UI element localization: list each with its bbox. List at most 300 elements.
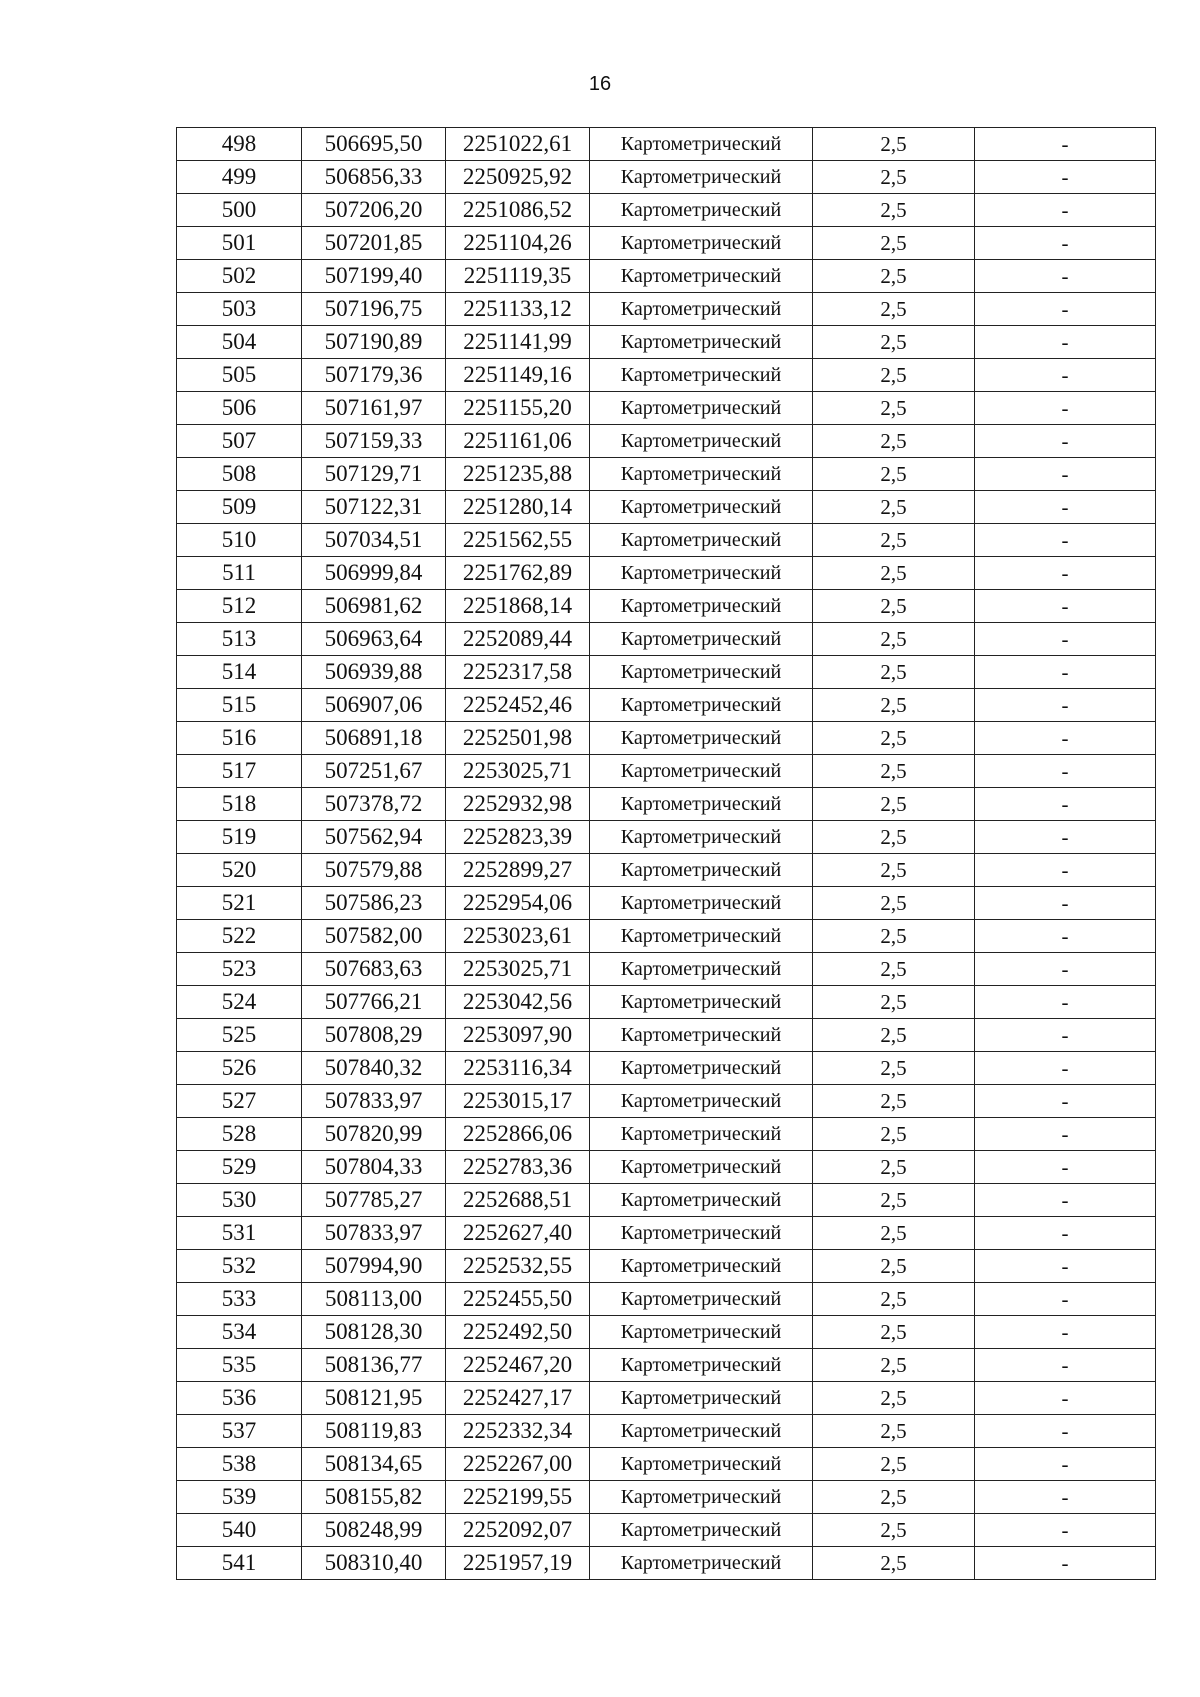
y-coordinate-cell: 2252932,98 — [446, 788, 590, 821]
method-cell: Картометрический — [590, 1316, 813, 1349]
description-cell: - — [975, 1118, 1156, 1151]
x-coordinate-cell: 506999,84 — [302, 557, 446, 590]
table-row — [177, 1448, 1156, 1481]
accuracy-cell: 2,5 — [813, 161, 975, 194]
point-number-cell: 531 — [177, 1217, 302, 1250]
x-coordinate-cell: 507122,31 — [302, 491, 446, 524]
y-coordinate-cell: 2251562,55 — [446, 524, 590, 557]
description-cell: - — [975, 953, 1156, 986]
x-coordinate-cell: 506939,88 — [302, 656, 446, 689]
description-cell: - — [975, 722, 1156, 755]
accuracy-cell: 2,5 — [813, 1415, 975, 1448]
method-cell: Картометрический — [590, 656, 813, 689]
description-cell: - — [975, 1349, 1156, 1382]
point-number-cell: 513 — [177, 623, 302, 656]
description-cell: - — [975, 1382, 1156, 1415]
x-coordinate-cell: 507201,85 — [302, 227, 446, 260]
point-number-cell: 508 — [177, 458, 302, 491]
description-cell: - — [975, 161, 1156, 194]
y-coordinate-cell: 2252089,44 — [446, 623, 590, 656]
description-cell: - — [975, 392, 1156, 425]
method-cell: Картометрический — [590, 260, 813, 293]
method-cell: Картометрический — [590, 986, 813, 1019]
accuracy-cell: 2,5 — [813, 755, 975, 788]
table-row — [177, 557, 1156, 590]
accuracy-cell: 2,5 — [813, 260, 975, 293]
x-coordinate-cell: 507034,51 — [302, 524, 446, 557]
table-row — [177, 1118, 1156, 1151]
accuracy-cell: 2,5 — [813, 1382, 975, 1415]
x-coordinate-cell: 507199,40 — [302, 260, 446, 293]
table-row — [177, 161, 1156, 194]
table-row — [177, 821, 1156, 854]
y-coordinate-cell: 2252427,17 — [446, 1382, 590, 1415]
table-row — [177, 392, 1156, 425]
y-coordinate-cell: 2251762,89 — [446, 557, 590, 590]
y-coordinate-cell: 2250925,92 — [446, 161, 590, 194]
x-coordinate-cell: 507129,71 — [302, 458, 446, 491]
accuracy-cell: 2,5 — [813, 656, 975, 689]
point-number-cell: 511 — [177, 557, 302, 590]
description-cell: - — [975, 128, 1156, 161]
method-cell: Картометрический — [590, 920, 813, 953]
table-row — [177, 887, 1156, 920]
point-number-cell: 535 — [177, 1349, 302, 1382]
x-coordinate-cell: 507804,33 — [302, 1151, 446, 1184]
accuracy-cell: 2,5 — [813, 1118, 975, 1151]
y-coordinate-cell: 2253116,34 — [446, 1052, 590, 1085]
y-coordinate-cell: 2252688,51 — [446, 1184, 590, 1217]
coordinates-table-body — [177, 128, 1156, 1580]
method-cell: Картометрический — [590, 1217, 813, 1250]
x-coordinate-cell: 507586,23 — [302, 887, 446, 920]
accuracy-cell: 2,5 — [813, 1316, 975, 1349]
y-coordinate-cell: 2253097,90 — [446, 1019, 590, 1052]
point-number-cell: 532 — [177, 1250, 302, 1283]
point-number-cell: 517 — [177, 755, 302, 788]
description-cell: - — [975, 1184, 1156, 1217]
y-coordinate-cell: 2251022,61 — [446, 128, 590, 161]
method-cell: Картометрический — [590, 392, 813, 425]
x-coordinate-cell: 507378,72 — [302, 788, 446, 821]
table-row — [177, 326, 1156, 359]
description-cell: - — [975, 326, 1156, 359]
x-coordinate-cell: 507808,29 — [302, 1019, 446, 1052]
table-row — [177, 1052, 1156, 1085]
x-coordinate-cell: 508134,65 — [302, 1448, 446, 1481]
method-cell: Картометрический — [590, 623, 813, 656]
description-cell: - — [975, 1547, 1156, 1580]
table-row — [177, 458, 1156, 491]
table-row — [177, 491, 1156, 524]
accuracy-cell: 2,5 — [813, 128, 975, 161]
x-coordinate-cell: 506981,62 — [302, 590, 446, 623]
table-row — [177, 1151, 1156, 1184]
x-coordinate-cell: 506856,33 — [302, 161, 446, 194]
y-coordinate-cell: 2252455,50 — [446, 1283, 590, 1316]
accuracy-cell: 2,5 — [813, 887, 975, 920]
description-cell: - — [975, 359, 1156, 392]
accuracy-cell: 2,5 — [813, 293, 975, 326]
accuracy-cell: 2,5 — [813, 1514, 975, 1547]
y-coordinate-cell: 2252501,98 — [446, 722, 590, 755]
point-number-cell: 539 — [177, 1481, 302, 1514]
description-cell: - — [975, 524, 1156, 557]
description-cell: - — [975, 1151, 1156, 1184]
method-cell: Картометрический — [590, 1382, 813, 1415]
y-coordinate-cell: 2251868,14 — [446, 590, 590, 623]
table-row — [177, 128, 1156, 161]
y-coordinate-cell: 2253015,17 — [446, 1085, 590, 1118]
x-coordinate-cell: 507159,33 — [302, 425, 446, 458]
x-coordinate-cell: 507820,99 — [302, 1118, 446, 1151]
table-row — [177, 359, 1156, 392]
y-coordinate-cell: 2251957,19 — [446, 1547, 590, 1580]
y-coordinate-cell: 2252899,27 — [446, 854, 590, 887]
table-row — [177, 788, 1156, 821]
table-row — [177, 1316, 1156, 1349]
description-cell: - — [975, 425, 1156, 458]
x-coordinate-cell: 506891,18 — [302, 722, 446, 755]
accuracy-cell: 2,5 — [813, 920, 975, 953]
point-number-cell: 510 — [177, 524, 302, 557]
table-row — [177, 623, 1156, 656]
accuracy-cell: 2,5 — [813, 458, 975, 491]
accuracy-cell: 2,5 — [813, 1547, 975, 1580]
point-number-cell: 538 — [177, 1448, 302, 1481]
y-coordinate-cell: 2251133,12 — [446, 293, 590, 326]
table-row — [177, 1085, 1156, 1118]
description-cell: - — [975, 260, 1156, 293]
table-row — [177, 1019, 1156, 1052]
accuracy-cell: 2,5 — [813, 392, 975, 425]
method-cell: Картометрический — [590, 1481, 813, 1514]
table-row — [177, 524, 1156, 557]
method-cell: Картометрический — [590, 1184, 813, 1217]
x-coordinate-cell: 506907,06 — [302, 689, 446, 722]
y-coordinate-cell: 2251235,88 — [446, 458, 590, 491]
x-coordinate-cell: 507994,90 — [302, 1250, 446, 1283]
accuracy-cell: 2,5 — [813, 1283, 975, 1316]
method-cell: Картометрический — [590, 458, 813, 491]
point-number-cell: 499 — [177, 161, 302, 194]
method-cell: Картометрический — [590, 1151, 813, 1184]
accuracy-cell: 2,5 — [813, 1052, 975, 1085]
y-coordinate-cell: 2251280,14 — [446, 491, 590, 524]
method-cell: Картометрический — [590, 491, 813, 524]
table-row — [177, 755, 1156, 788]
y-coordinate-cell: 2252467,20 — [446, 1349, 590, 1382]
accuracy-cell: 2,5 — [813, 491, 975, 524]
x-coordinate-cell: 507251,67 — [302, 755, 446, 788]
y-coordinate-cell: 2251086,52 — [446, 194, 590, 227]
method-cell: Картометрический — [590, 1118, 813, 1151]
x-coordinate-cell: 507833,97 — [302, 1085, 446, 1118]
description-cell: - — [975, 293, 1156, 326]
description-cell: - — [975, 755, 1156, 788]
description-cell: - — [975, 557, 1156, 590]
accuracy-cell: 2,5 — [813, 524, 975, 557]
method-cell: Картометрический — [590, 953, 813, 986]
point-number-cell: 498 — [177, 128, 302, 161]
accuracy-cell: 2,5 — [813, 359, 975, 392]
y-coordinate-cell: 2253023,61 — [446, 920, 590, 953]
y-coordinate-cell: 2253042,56 — [446, 986, 590, 1019]
x-coordinate-cell: 507196,75 — [302, 293, 446, 326]
description-cell: - — [975, 689, 1156, 722]
table-row — [177, 1217, 1156, 1250]
accuracy-cell: 2,5 — [813, 227, 975, 260]
table-row — [177, 1349, 1156, 1382]
x-coordinate-cell: 507579,88 — [302, 854, 446, 887]
table-row — [177, 425, 1156, 458]
description-cell: - — [975, 887, 1156, 920]
x-coordinate-cell: 507179,36 — [302, 359, 446, 392]
x-coordinate-cell: 507785,27 — [302, 1184, 446, 1217]
description-cell: - — [975, 194, 1156, 227]
description-cell: - — [975, 491, 1156, 524]
method-cell: Картометрический — [590, 1283, 813, 1316]
point-number-cell: 536 — [177, 1382, 302, 1415]
method-cell: Картометрический — [590, 557, 813, 590]
table-row — [177, 1184, 1156, 1217]
method-cell: Картометрический — [590, 425, 813, 458]
table-row — [177, 1283, 1156, 1316]
point-number-cell: 519 — [177, 821, 302, 854]
method-cell: Картометрический — [590, 821, 813, 854]
accuracy-cell: 2,5 — [813, 986, 975, 1019]
point-number-cell: 526 — [177, 1052, 302, 1085]
point-number-cell: 534 — [177, 1316, 302, 1349]
x-coordinate-cell: 508155,82 — [302, 1481, 446, 1514]
point-number-cell: 533 — [177, 1283, 302, 1316]
description-cell: - — [975, 1448, 1156, 1481]
point-number-cell: 503 — [177, 293, 302, 326]
table-row — [177, 1514, 1156, 1547]
description-cell: - — [975, 1217, 1156, 1250]
x-coordinate-cell: 507562,94 — [302, 821, 446, 854]
description-cell: - — [975, 458, 1156, 491]
y-coordinate-cell: 2252267,00 — [446, 1448, 590, 1481]
x-coordinate-cell: 506963,64 — [302, 623, 446, 656]
description-cell: - — [975, 1415, 1156, 1448]
accuracy-cell: 2,5 — [813, 1349, 975, 1382]
accuracy-cell: 2,5 — [813, 1250, 975, 1283]
point-number-cell: 522 — [177, 920, 302, 953]
y-coordinate-cell: 2253025,71 — [446, 755, 590, 788]
point-number-cell: 537 — [177, 1415, 302, 1448]
table-row — [177, 293, 1156, 326]
point-number-cell: 516 — [177, 722, 302, 755]
coordinates-table — [176, 127, 1156, 1580]
description-cell: - — [975, 854, 1156, 887]
accuracy-cell: 2,5 — [813, 1217, 975, 1250]
point-number-cell: 501 — [177, 227, 302, 260]
x-coordinate-cell: 508128,30 — [302, 1316, 446, 1349]
accuracy-cell: 2,5 — [813, 722, 975, 755]
point-number-cell: 525 — [177, 1019, 302, 1052]
point-number-cell: 514 — [177, 656, 302, 689]
y-coordinate-cell: 2252823,39 — [446, 821, 590, 854]
x-coordinate-cell: 508121,95 — [302, 1382, 446, 1415]
method-cell: Картометрический — [590, 1085, 813, 1118]
x-coordinate-cell: 508136,77 — [302, 1349, 446, 1382]
accuracy-cell: 2,5 — [813, 425, 975, 458]
y-coordinate-cell: 2253025,71 — [446, 953, 590, 986]
y-coordinate-cell: 2252783,36 — [446, 1151, 590, 1184]
method-cell: Картометрический — [590, 1052, 813, 1085]
point-number-cell: 506 — [177, 392, 302, 425]
y-coordinate-cell: 2252332,34 — [446, 1415, 590, 1448]
accuracy-cell: 2,5 — [813, 821, 975, 854]
table-row — [177, 953, 1156, 986]
method-cell: Картометрический — [590, 161, 813, 194]
y-coordinate-cell: 2251141,99 — [446, 326, 590, 359]
table-row — [177, 656, 1156, 689]
description-cell: - — [975, 1019, 1156, 1052]
point-number-cell: 529 — [177, 1151, 302, 1184]
x-coordinate-cell: 507190,89 — [302, 326, 446, 359]
description-cell: - — [975, 1052, 1156, 1085]
table-row — [177, 986, 1156, 1019]
table-row — [177, 854, 1156, 887]
y-coordinate-cell: 2251104,26 — [446, 227, 590, 260]
accuracy-cell: 2,5 — [813, 1019, 975, 1052]
method-cell: Картометрический — [590, 227, 813, 260]
x-coordinate-cell: 507766,21 — [302, 986, 446, 1019]
point-number-cell: 509 — [177, 491, 302, 524]
description-cell: - — [975, 227, 1156, 260]
x-coordinate-cell: 507582,00 — [302, 920, 446, 953]
description-cell: - — [975, 590, 1156, 623]
point-number-cell: 512 — [177, 590, 302, 623]
description-cell: - — [975, 1481, 1156, 1514]
table-row — [177, 1547, 1156, 1580]
point-number-cell: 541 — [177, 1547, 302, 1580]
point-number-cell: 540 — [177, 1514, 302, 1547]
accuracy-cell: 2,5 — [813, 788, 975, 821]
point-number-cell: 507 — [177, 425, 302, 458]
description-cell: - — [975, 1316, 1156, 1349]
method-cell: Картометрический — [590, 887, 813, 920]
accuracy-cell: 2,5 — [813, 590, 975, 623]
x-coordinate-cell: 508113,00 — [302, 1283, 446, 1316]
table-row — [177, 260, 1156, 293]
accuracy-cell: 2,5 — [813, 1085, 975, 1118]
table-row — [177, 194, 1156, 227]
y-coordinate-cell: 2252092,07 — [446, 1514, 590, 1547]
description-cell: - — [975, 1283, 1156, 1316]
method-cell: Картометрический — [590, 293, 813, 326]
x-coordinate-cell: 507161,97 — [302, 392, 446, 425]
x-coordinate-cell: 508119,83 — [302, 1415, 446, 1448]
y-coordinate-cell: 2252452,46 — [446, 689, 590, 722]
method-cell: Картометрический — [590, 1547, 813, 1580]
accuracy-cell: 2,5 — [813, 1151, 975, 1184]
method-cell: Картометрический — [590, 326, 813, 359]
description-cell: - — [975, 1514, 1156, 1547]
y-coordinate-cell: 2252627,40 — [446, 1217, 590, 1250]
x-coordinate-cell: 507206,20 — [302, 194, 446, 227]
point-number-cell: 505 — [177, 359, 302, 392]
description-cell: - — [975, 1250, 1156, 1283]
x-coordinate-cell: 508310,40 — [302, 1547, 446, 1580]
accuracy-cell: 2,5 — [813, 623, 975, 656]
method-cell: Картометрический — [590, 1415, 813, 1448]
table-row — [177, 1481, 1156, 1514]
description-cell: - — [975, 656, 1156, 689]
accuracy-cell: 2,5 — [813, 1448, 975, 1481]
method-cell: Картометрический — [590, 722, 813, 755]
method-cell: Картометрический — [590, 359, 813, 392]
description-cell: - — [975, 920, 1156, 953]
table-row — [177, 1382, 1156, 1415]
x-coordinate-cell: 507840,32 — [302, 1052, 446, 1085]
y-coordinate-cell: 2252954,06 — [446, 887, 590, 920]
point-number-cell: 530 — [177, 1184, 302, 1217]
point-number-cell: 515 — [177, 689, 302, 722]
x-coordinate-cell: 506695,50 — [302, 128, 446, 161]
point-number-cell: 500 — [177, 194, 302, 227]
table-row — [177, 1250, 1156, 1283]
point-number-cell: 524 — [177, 986, 302, 1019]
point-number-cell: 518 — [177, 788, 302, 821]
accuracy-cell: 2,5 — [813, 1481, 975, 1514]
method-cell: Картометрический — [590, 689, 813, 722]
accuracy-cell: 2,5 — [813, 854, 975, 887]
y-coordinate-cell: 2252317,58 — [446, 656, 590, 689]
accuracy-cell: 2,5 — [813, 194, 975, 227]
method-cell: Картометрический — [590, 1250, 813, 1283]
x-coordinate-cell: 507833,97 — [302, 1217, 446, 1250]
y-coordinate-cell: 2251155,20 — [446, 392, 590, 425]
method-cell: Картометрический — [590, 1514, 813, 1547]
method-cell: Картометрический — [590, 1019, 813, 1052]
description-cell: - — [975, 1085, 1156, 1118]
method-cell: Картометрический — [590, 788, 813, 821]
accuracy-cell: 2,5 — [813, 326, 975, 359]
point-number-cell: 520 — [177, 854, 302, 887]
accuracy-cell: 2,5 — [813, 953, 975, 986]
method-cell: Картометрический — [590, 524, 813, 557]
method-cell: Картометрический — [590, 194, 813, 227]
method-cell: Картометрический — [590, 755, 813, 788]
table-row — [177, 590, 1156, 623]
table-row — [177, 1415, 1156, 1448]
point-number-cell: 528 — [177, 1118, 302, 1151]
method-cell: Картометрический — [590, 590, 813, 623]
x-coordinate-cell: 508248,99 — [302, 1514, 446, 1547]
table-row — [177, 722, 1156, 755]
y-coordinate-cell: 2252866,06 — [446, 1118, 590, 1151]
accuracy-cell: 2,5 — [813, 1184, 975, 1217]
method-cell: Картометрический — [590, 854, 813, 887]
y-coordinate-cell: 2251149,16 — [446, 359, 590, 392]
description-cell: - — [975, 788, 1156, 821]
point-number-cell: 504 — [177, 326, 302, 359]
table-row — [177, 227, 1156, 260]
description-cell: - — [975, 986, 1156, 1019]
point-number-cell: 502 — [177, 260, 302, 293]
y-coordinate-cell: 2252199,55 — [446, 1481, 590, 1514]
method-cell: Картометрический — [590, 1448, 813, 1481]
point-number-cell: 527 — [177, 1085, 302, 1118]
y-coordinate-cell: 2251161,06 — [446, 425, 590, 458]
accuracy-cell: 2,5 — [813, 689, 975, 722]
table-row — [177, 920, 1156, 953]
page-number: 16 — [588, 73, 612, 95]
table-row — [177, 689, 1156, 722]
